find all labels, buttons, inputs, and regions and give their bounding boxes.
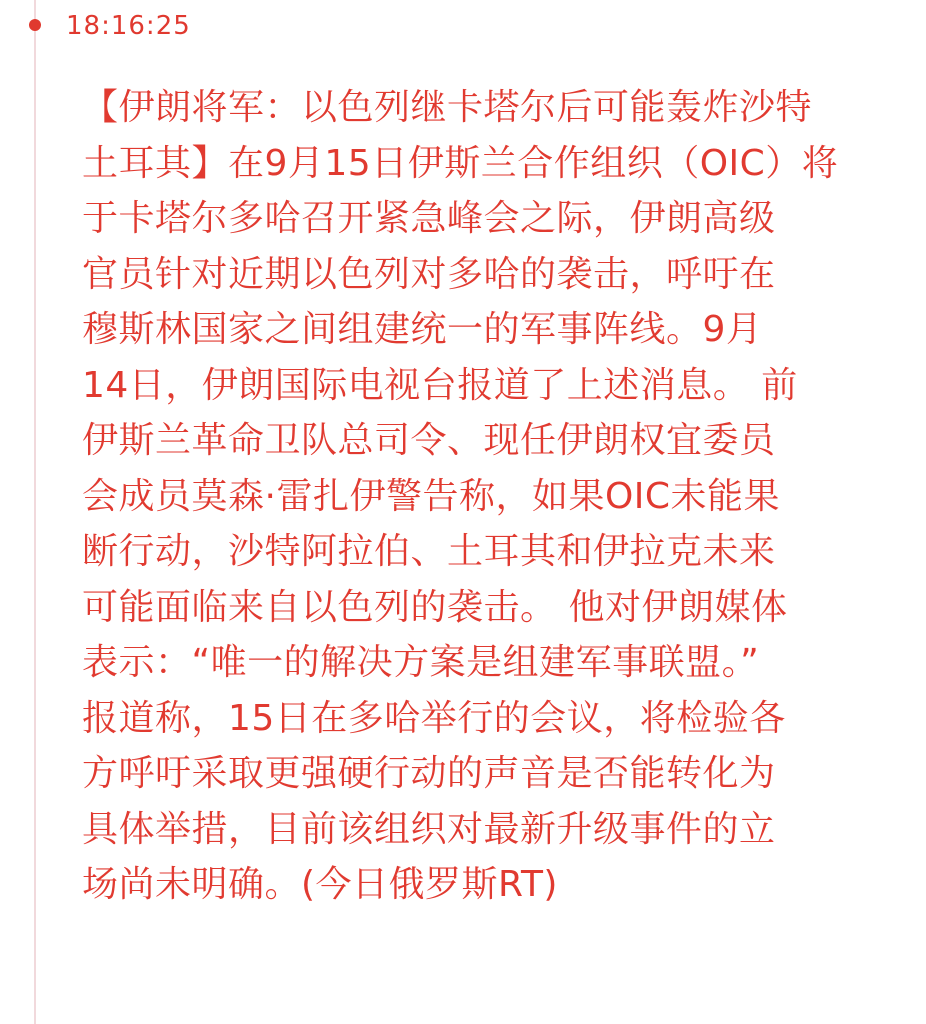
- news-line: 方呼吁采取更强硬行动的声音是否能转化为: [82, 753, 776, 794]
- news-line: 官员针对近期以色列对多哈的袭击，呼吁在: [82, 253, 776, 295]
- news-line: 【伊朗将军：以色列继卡塔尔后可能轰炸沙特: [82, 87, 813, 128]
- news-body: [82, 80, 902, 913]
- news-line: 报道称，15日在多哈举行的会议，将检验各: [82, 697, 786, 739]
- news-line: 具体举措，目前该组织对最新升级事件的立: [82, 808, 776, 850]
- news-line: 14日，伊朗国际电视台报道了上述消息。 前: [82, 364, 798, 406]
- news-line: 场尚未明确。(今日俄罗斯RT): [82, 864, 558, 905]
- news-timestamp: 18:16:25: [66, 11, 191, 41]
- timeline-dot-icon: [29, 19, 41, 31]
- timeline-line: [34, 0, 36, 1024]
- news-line: 可能面临来自以色列的袭击。 他对伊朗媒体: [82, 586, 788, 628]
- news-line: 土耳其】在9月15日伊斯兰合作组织（OIC）将: [82, 142, 839, 184]
- news-line: 表示：“唯一的解决方案是组建军事联盟。”: [82, 642, 760, 683]
- news-line: 于卡塔尔多哈召开紧急峰会之际，伊朗高级: [82, 198, 776, 239]
- news-line: 穆斯林国家之间组建统一的军事阵线。9月: [82, 309, 763, 350]
- news-line: 伊斯兰革命卫队总司令、现任伊朗权宜委员: [82, 420, 776, 461]
- news-line: 断行动，沙特阿拉伯、土耳其和伊拉克未来: [82, 531, 776, 572]
- news-line: 会成员莫森·雷扎伊警告称，如果OIC未能果: [82, 475, 781, 517]
